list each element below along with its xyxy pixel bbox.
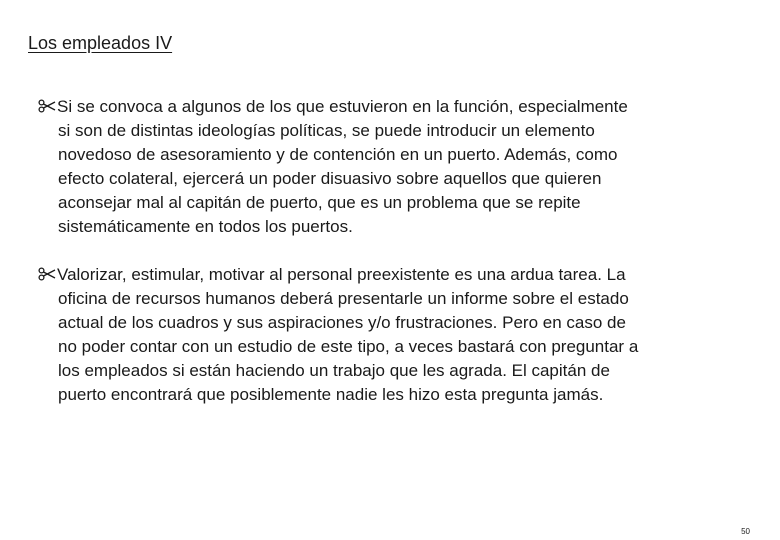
paragraph-line: efecto colateral, ejercerá un poder disuasivo sobre aquellos que quieren xyxy=(58,169,602,188)
bullet-paragraph xyxy=(38,95,750,239)
paragraph-line: sistemáticamente en todos los puertos. xyxy=(58,217,353,236)
paragraph-line: oficina de recursos humanos deberá presentarle un informe sobre el estado xyxy=(58,289,629,308)
page-number: 50 xyxy=(741,527,750,536)
paragraph-line: novedoso de asesoramiento y de contención en un puerto. Además, como xyxy=(58,145,618,164)
paragraph-line: aconsejar mal al capitán de puerto, que es un problema que se repite xyxy=(58,193,581,212)
paragraph-line: los empleados si están haciendo un trabajo que les agrada. El capitán de xyxy=(58,361,610,380)
scissors-icon xyxy=(38,267,56,281)
paragraph-line: no poder contar con un estudio de este tipo, a veces bastará con preguntar a xyxy=(58,337,639,356)
paragraph-line: actual de los cuadros y sus aspiraciones y/o frustraciones. Pero en caso de xyxy=(58,313,626,332)
paragraph-line xyxy=(38,263,750,287)
bullet-paragraph xyxy=(38,263,750,407)
scissors-icon xyxy=(38,99,56,113)
paragraph-line xyxy=(38,95,750,119)
paragraph-text: Valorizar, estimular, motivar al personal preexistente es una ardua tarea. La xyxy=(57,265,626,284)
paragraph-text: Si se convoca a algunos de los que estuvieron en la función, especialmente xyxy=(57,97,628,116)
slide-title: Los empleados IV xyxy=(28,33,173,53)
paragraph-line: si son de distintas ideologías políticas, se puede introducir un elemento xyxy=(58,121,595,140)
paragraph-line: puerto encontrará que posiblemente nadie les hizo esta pregunta jamás. xyxy=(58,385,604,404)
